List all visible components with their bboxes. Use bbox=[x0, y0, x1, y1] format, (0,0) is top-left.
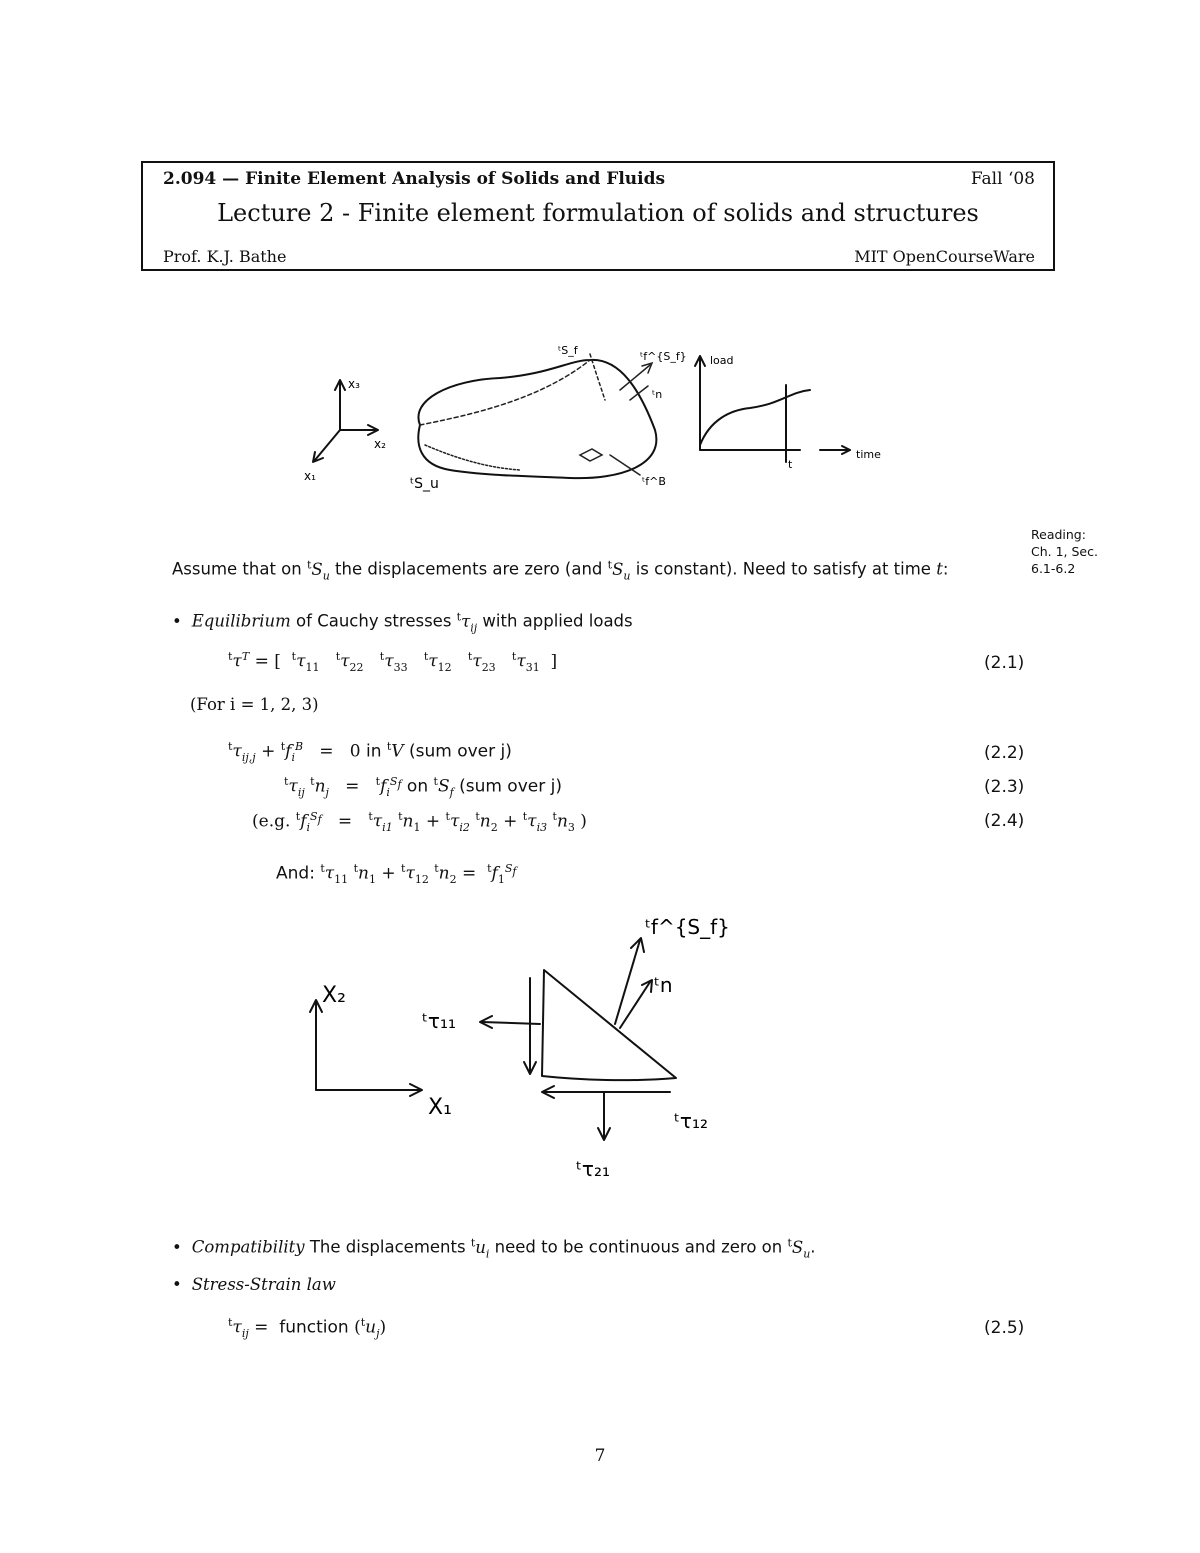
assume-text: the displacements are zero (and bbox=[329, 559, 608, 579]
margin-note bbox=[1031, 526, 1098, 577]
equilibrium-text: of Cauchy stresses bbox=[290, 611, 457, 631]
compatibility-text: need to be continuous and zero on bbox=[489, 1237, 788, 1257]
stress-element-figure bbox=[290, 900, 770, 1200]
sum-note: (sum over j) bbox=[408, 741, 512, 762]
label-normal: ᵗn bbox=[652, 388, 663, 401]
equilibrium-bullet: • Equilibrium of Cauchy stresses $^t\tau_{ij}$ with applied loads bbox=[172, 610, 633, 634]
function-word: function bbox=[279, 1317, 349, 1338]
coordinate-axes bbox=[304, 377, 386, 483]
equilibrium-text: with applied loads bbox=[477, 611, 633, 631]
body-sketch-figure bbox=[290, 330, 930, 505]
equilibrium-label: Equilibrium bbox=[191, 611, 291, 631]
equation-number: (2.3) bbox=[984, 777, 1025, 797]
eg-word: (e.g. bbox=[252, 811, 291, 832]
equation-2-5: $^t\tau_{ij}$ = function $(^tu_j)$ bbox=[228, 1316, 387, 1341]
load-time-graph bbox=[695, 354, 881, 471]
equation-number: (2.2) bbox=[984, 743, 1025, 763]
equation-2-4: (e.g. $^tf_i^{S_f} = ^t\tau_{i1}$ $^tn_1 + ^t\tau_{i2}$ $^tn_2 + ^t\tau_{i3}$ $^tn_3$ ) bbox=[252, 810, 587, 835]
label-surface-force: ᵗf^{S_f} bbox=[640, 350, 687, 363]
page-number: 7 bbox=[594, 1446, 606, 1466]
sum-note: (sum over j) bbox=[459, 776, 562, 797]
axis-x1-label-2: X₁ bbox=[428, 1095, 452, 1120]
assume-text: Assume that on bbox=[172, 559, 307, 579]
author: Prof. K.J. Bathe bbox=[163, 247, 287, 266]
axis-x3-label: x₃ bbox=[348, 377, 360, 391]
graph-t-label: t bbox=[788, 458, 793, 471]
in-word: in bbox=[365, 741, 382, 762]
for-i-note: (For i = 1, 2, 3) bbox=[190, 695, 319, 714]
lecture-title: Lecture 2 - Finite element formulation of solids and structures bbox=[217, 199, 979, 227]
body-outline bbox=[418, 354, 656, 478]
source-label: MIT OpenCourseWare bbox=[854, 247, 1035, 266]
graph-ylabel: load bbox=[710, 354, 734, 367]
label-body-force: ᵗf^B bbox=[642, 475, 666, 488]
assume-paragraph: Assume that on $^tS_u$ the displacements are zero (and $^tS_u$ is constant). Need to satisfy at time t: bbox=[172, 558, 949, 582]
equation-number: (2.4) bbox=[984, 811, 1025, 831]
and-word: And: bbox=[276, 863, 315, 884]
label-tau12: ᵗτ₁₂ bbox=[674, 1109, 708, 1133]
label-su-boundary: ᵗS_u bbox=[410, 476, 439, 492]
equation-number: (2.1) bbox=[984, 653, 1025, 673]
compatibility-label: Compatibility bbox=[191, 1237, 305, 1257]
triangle-element bbox=[480, 938, 676, 1140]
assume-text: is constant). Need to satisfy at time bbox=[630, 559, 937, 579]
axis-x2-label: x₂ bbox=[374, 437, 386, 451]
margin-note-line: Reading: bbox=[1031, 527, 1086, 542]
equation-2-2: $^t\tau_{ij,j} + ^tf_i^B = 0$ in $^t$V (sum over j) bbox=[228, 740, 512, 765]
term-label: Fall ‘08 bbox=[970, 169, 1035, 189]
axis-x2-label-2: X₂ bbox=[322, 983, 346, 1008]
equation-2-3: $^t\tau_{ij}$ $^tn_j = ^tf_i^{S_f}$ on $^tS_f$ (sum over j) bbox=[284, 775, 562, 800]
course-title: 2.094 — Finite Element Analysis of Solids and Fluids bbox=[163, 169, 666, 189]
and-equation: And: $^t\tau_{11}$ $^tn_1 + ^t\tau_{12}$ $^tn_2 = ^tf_1^{S_f}$ bbox=[276, 862, 517, 887]
compatibility-bullet: • Compatibility The displacements $^tu_i$ need to be continuous and zero on $^tS_u$. bbox=[172, 1236, 816, 1260]
on-word: on bbox=[406, 776, 429, 797]
label-tau11: ᵗτ₁₁ bbox=[422, 1009, 456, 1033]
graph-xlabel: time bbox=[856, 448, 881, 461]
compatibility-text: The displacements bbox=[304, 1237, 471, 1257]
equation-2-1: $^t\tau^T$ = [ $^t\tau_{11}$ $^t\tau_{22}$ $^t\tau_{33}$ $^t\tau_{12}$ $^t\tau_{23}$ $^t\tau_{31}$ ] bbox=[228, 650, 558, 675]
stress-strain-label: Stress-Strain law bbox=[191, 1275, 336, 1294]
label-sf-boundary: ᵗS_f bbox=[558, 344, 578, 357]
axis-x1-label: x₁ bbox=[304, 469, 316, 483]
margin-note-line: 6.1-6.2 bbox=[1031, 561, 1076, 576]
label-tau21: ᵗτ₂₁ bbox=[576, 1157, 610, 1181]
header-box bbox=[141, 161, 1055, 271]
assume-text: : bbox=[942, 559, 949, 579]
equation-number: (2.5) bbox=[984, 1318, 1025, 1338]
label-surface-force-2: ᵗf^{S_f} bbox=[645, 915, 730, 939]
label-normal-2: ᵗn bbox=[654, 973, 673, 997]
margin-note-line: Ch. 1, Sec. bbox=[1031, 544, 1098, 559]
coordinate-axes-2 bbox=[310, 983, 452, 1120]
stress-strain-bullet: • Stress-Strain law bbox=[172, 1275, 336, 1294]
